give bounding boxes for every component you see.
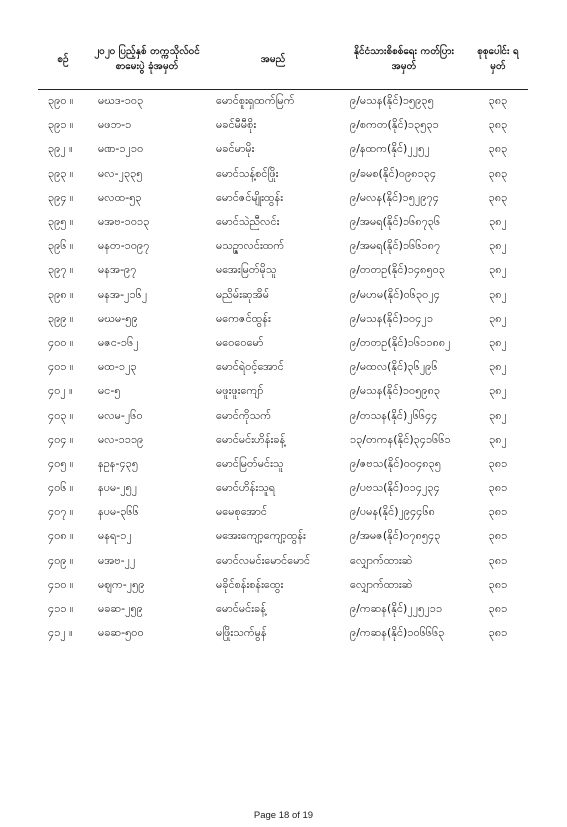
roll-number-cell: မလမ-၂၆၀ bbox=[98, 408, 143, 422]
nrc-cell: ၉/ကဆန(နိုင်)၂၂၅၂၁၁ bbox=[350, 602, 443, 616]
nrc-cell: ၉/နထက(နိုင်)၂၂၅၂ bbox=[350, 142, 430, 156]
roll-number-cell: မထ-၁၂၃ bbox=[98, 360, 137, 374]
score-cell: ၃၈၂ bbox=[489, 311, 507, 325]
nrc-cell: ၉/ကဆန(နိုင်)၁၀၆၆၆၃ bbox=[350, 626, 445, 640]
score-cell: ၃၈၁ bbox=[488, 505, 508, 519]
nrc-cell: ၉/မလန(နိုင်)၁၅၂၉၇၄ bbox=[350, 190, 439, 204]
name-cell: မအေးကျော့ကျော့ထွန်း bbox=[216, 529, 306, 543]
serial-no-cell: ၄၀၀ ။ bbox=[48, 335, 74, 349]
score-cell: ၃၈၁ bbox=[488, 529, 508, 543]
score-cell: ၃၈၃ bbox=[488, 190, 508, 204]
nrc-cell: ၉/ခမစ(နိုင်)၀၉၈၁၃၄ bbox=[350, 166, 437, 180]
roll-number-cell: မဖဘ-၁ bbox=[98, 118, 132, 132]
name-cell: မောင်ရဲဝင့်အောင် bbox=[216, 360, 284, 374]
roll-number-cell: မဃမ-၅၉ bbox=[98, 311, 138, 325]
name-cell: မဝေဝေမော် bbox=[216, 335, 264, 349]
table-row bbox=[38, 90, 528, 115]
nrc-cell: ၉/အမရ(နိုင်)၁၆၈၇၃၆ bbox=[350, 215, 441, 229]
name-cell: မဖူးဖူးကျော် bbox=[216, 384, 264, 398]
score-cell: ၃၈၂ bbox=[489, 287, 507, 301]
table-row bbox=[38, 453, 528, 477]
roll-number-cell: မင-၅ bbox=[98, 384, 121, 398]
name-cell: မမေစုအောင် bbox=[216, 505, 267, 519]
name-cell: မကေဇင်ထွန်း bbox=[216, 311, 271, 325]
serial-no-cell: ၄၁၀ ။ bbox=[48, 577, 74, 591]
nrc-cell: ၉/စကတ(နိုင်)၁၃၅၃၁ bbox=[350, 118, 439, 132]
table-row bbox=[38, 525, 528, 549]
table-header bbox=[38, 29, 528, 90]
name-cell: မအေးမြတ်မိုသူ bbox=[216, 263, 277, 277]
header-total-score: စုစုပေါင်း ရမှတ် bbox=[468, 29, 528, 90]
nrc-cell: ၉/အမရ(နိုင်)၁၆၆၁၈၇ bbox=[350, 239, 441, 253]
roll-number-cell: နပမ-၂၅၂ bbox=[98, 481, 138, 495]
name-cell: မောင်ဟိန်းသူရ bbox=[216, 481, 276, 495]
serial-no-cell: ၃၉၆ ။ bbox=[48, 239, 74, 253]
score-cell: ၃၈၃ bbox=[488, 166, 508, 180]
nrc-cell: လျှောက်ထားဆဲ bbox=[350, 553, 413, 567]
score-cell: ၃၈၂ bbox=[489, 335, 507, 349]
score-cell: ၃၈၂ bbox=[489, 360, 507, 374]
serial-no-cell: ၄၀၃ ။ bbox=[48, 408, 74, 422]
roll-number-cell: မခဆ-၅၀၀ bbox=[98, 626, 144, 640]
serial-no-cell: ၃၉၄ ။ bbox=[48, 190, 74, 204]
name-cell: မခိုင်စန်းစန်းထွေး bbox=[216, 577, 284, 591]
roll-number-cell: မအဗ-၁၀၁၃ bbox=[98, 215, 150, 229]
roll-number-cell: မနရ-၁၂ bbox=[98, 529, 132, 543]
table-row bbox=[38, 187, 528, 211]
table-row bbox=[38, 477, 528, 501]
serial-no-cell: ၃၉၃ ။ bbox=[48, 166, 74, 180]
nrc-cell: ၉/တတဥ(နိုင်)၁၄၈၅၀၃ bbox=[350, 263, 446, 277]
roll-number-cell: မနအ-၂၁၆၂ bbox=[98, 287, 148, 301]
name-cell: မခင်မာမိုး bbox=[216, 142, 255, 156]
table-row bbox=[38, 356, 528, 380]
results-table bbox=[38, 29, 528, 646]
score-cell: ၃၈၂ bbox=[489, 408, 507, 422]
serial-no-cell: ၄၀၅ ။ bbox=[48, 456, 74, 470]
score-cell: ၃၈၁ bbox=[488, 626, 508, 640]
serial-no-cell: ၄၀၆ ။ bbox=[48, 481, 74, 495]
nrc-cell: လျှောက်ထားဆဲ bbox=[350, 577, 413, 591]
serial-no-cell: ၃၉၅ ။ bbox=[48, 215, 74, 229]
name-cell: မောင်မြတ်မင်းသူ bbox=[216, 456, 284, 470]
nrc-cell: ၉/တတဥ(နိုင်)၁၆၁၁၈၈၂ bbox=[350, 335, 451, 349]
roll-number-cell: မခဆ-၂၅၉ bbox=[98, 602, 143, 616]
serial-no-cell: ၄၀၉ ။ bbox=[48, 553, 74, 567]
name-cell: မောင်ဇင်မျိုးထွန်း bbox=[216, 190, 284, 204]
roll-number-cell: မနတ-၁၀၉၇ bbox=[98, 239, 150, 253]
serial-no-cell: ၄၀၁ ။ bbox=[48, 360, 74, 374]
nrc-cell: ၉/ပမန(နိုင်)၂၉၄၄၆၈ bbox=[350, 505, 435, 519]
serial-no-cell: ၃၉၇ ။ bbox=[48, 263, 74, 277]
score-cell: ၃၈၂ bbox=[489, 432, 507, 446]
name-cell: မဖြိုးသက်မွန် bbox=[216, 626, 267, 640]
header-row bbox=[38, 29, 528, 90]
name-cell: မောင်မင်းခန့် bbox=[216, 602, 266, 616]
roll-number-cell: မဈက-၂၅၉ bbox=[98, 577, 145, 591]
header-roll-number: ၂၀၂၀ ပြည့်နှစ် တက္ကသိုလ်ဝင် စာမေးပွဲ ခုံအမှတ် bbox=[88, 29, 206, 90]
serial-no-cell: ၃၉၁ ။ bbox=[48, 118, 74, 132]
roll-number-cell: နဥန-၄၃၅ bbox=[98, 456, 139, 470]
name-cell: မောင်စူးရှထက်မြက် bbox=[216, 94, 295, 108]
nrc-cell: ၉/အမဇ(နိုင်)၀၇၈၅၄၃ bbox=[350, 529, 441, 543]
serial-no-cell: ၄၀၈ ။ bbox=[48, 529, 74, 543]
score-cell: ၃၈၃ bbox=[488, 142, 508, 156]
roll-number-cell: နပမ-၃၆၆ bbox=[98, 505, 139, 519]
nrc-cell: ၉/ဇဗသ(နိုင်)၀၀၄၈၃၅ bbox=[350, 456, 441, 470]
nrc-cell: ၉/မသန(နိုင်)၁၀၅၉၈၃ bbox=[350, 384, 441, 398]
table-body bbox=[38, 90, 528, 647]
table-row bbox=[38, 211, 528, 235]
table-row bbox=[38, 598, 528, 622]
name-cell: မောင်လမင်းမောင်မောင် bbox=[216, 553, 311, 567]
nrc-cell: ၉/မသန(နိုင်)၁၅၉၃၅ bbox=[350, 94, 434, 108]
score-cell: ၃၈၁ bbox=[488, 577, 508, 591]
header-nrc-number: နိုင်ငံသားစိစစ်ရေး ကတ်ပြားအမှတ် bbox=[340, 29, 468, 90]
name-cell: မောင်သန့်စင်ဖြိုး bbox=[216, 166, 279, 180]
nrc-cell: ၉/မသန(နိုင်)၁၀၄၂၁ bbox=[350, 311, 434, 325]
table-row bbox=[38, 404, 528, 428]
score-cell: ၃၈၃ bbox=[488, 94, 508, 108]
table-row bbox=[38, 284, 528, 308]
table-row bbox=[38, 138, 528, 162]
name-cell: မောင်ကိုသက် bbox=[216, 408, 272, 422]
table-row bbox=[38, 163, 528, 187]
serial-no-cell: ၃၉၉ ။ bbox=[48, 311, 74, 325]
serial-no-cell: ၄၁၁ ။ bbox=[48, 602, 74, 616]
table-row bbox=[38, 235, 528, 259]
serial-no-cell: ၄၀၇ ။ bbox=[48, 505, 74, 519]
roll-number-cell: မနအ-၉၇ bbox=[98, 263, 137, 277]
table-row bbox=[38, 550, 528, 574]
name-cell: မသဥ္ဇာလင်းထက် bbox=[216, 239, 285, 253]
table-row bbox=[38, 622, 528, 646]
score-cell: ၃၈၁ bbox=[488, 602, 508, 616]
table-row bbox=[38, 429, 528, 453]
serial-no-cell: ၄၀၂ ။ bbox=[48, 384, 73, 398]
score-cell: ၃၈၂ bbox=[489, 384, 507, 398]
name-cell: မခင်မီမီစိုး bbox=[216, 118, 257, 132]
roll-number-cell: မလ-၂၃၃၅ bbox=[98, 166, 143, 180]
nrc-cell: ၁၃/တကန(နိုင်)၃၄၁၆၆၁ bbox=[350, 432, 451, 446]
serial-no-cell: ၃၉၈ ။ bbox=[48, 287, 74, 301]
table-row bbox=[38, 259, 528, 283]
header-name: အမည် bbox=[206, 29, 340, 90]
table-row bbox=[38, 114, 528, 138]
score-cell: ၃၈၃ bbox=[488, 118, 508, 132]
name-cell: မောင်မင်းဟိန်းခန့် bbox=[216, 432, 286, 446]
score-cell: ၃၈၁ bbox=[488, 456, 508, 470]
score-cell: ၃၈၁ bbox=[488, 553, 508, 567]
roll-number-cell: မလထ-၅၃ bbox=[98, 190, 142, 204]
roll-number-cell: မအဗ-၂၂ bbox=[98, 553, 136, 567]
serial-no-cell: ၃၉၀ ။ bbox=[48, 94, 74, 108]
roll-number-cell: မလ-၁၁၁၉ bbox=[98, 432, 144, 446]
header-serial-no: စဉ် bbox=[38, 29, 88, 90]
table-row bbox=[38, 380, 528, 404]
score-cell: ၃၈၁ bbox=[488, 481, 508, 495]
table-row bbox=[38, 501, 528, 525]
nrc-cell: ၉/တသန(နိုင်)၂၆၆၄၄ bbox=[350, 408, 438, 422]
table-row bbox=[38, 574, 528, 598]
table-row bbox=[38, 332, 528, 356]
score-cell: ၃၈၂ bbox=[489, 239, 507, 253]
score-cell: ၃၈၂ bbox=[489, 215, 507, 229]
serial-no-cell: ၄၁၂ ။ bbox=[48, 626, 73, 640]
serial-no-cell: ၄၀၄ ။ bbox=[48, 432, 74, 446]
name-cell: မညိမ်းဆုအိမ် bbox=[216, 287, 270, 301]
nrc-cell: ၉/မဟမ(နိုင်)၀၆၃၀၂၄ bbox=[350, 287, 440, 301]
roll-number-cell: မဃဒ-၁၀၃ bbox=[98, 94, 144, 108]
nrc-cell: ၉/ပဗသ(နိုင်)၀၁၄၂၃၄ bbox=[350, 481, 440, 495]
serial-no-cell: ၃၉၂ ။ bbox=[48, 142, 73, 156]
score-cell: ၃၈၂ bbox=[489, 263, 507, 277]
nrc-cell: ၉/မထလ(နိုင်)၃၆၂၉၆ bbox=[350, 360, 438, 374]
name-cell: မောင်သဲညီလင်း bbox=[216, 215, 280, 229]
roll-number-cell: မဇင-၁၆၂ bbox=[98, 335, 139, 349]
page-number: Page 18 of 19 bbox=[253, 810, 314, 821]
table-row bbox=[38, 308, 528, 332]
roll-number-cell: မဏ-၁၂၁၀ bbox=[98, 142, 144, 156]
